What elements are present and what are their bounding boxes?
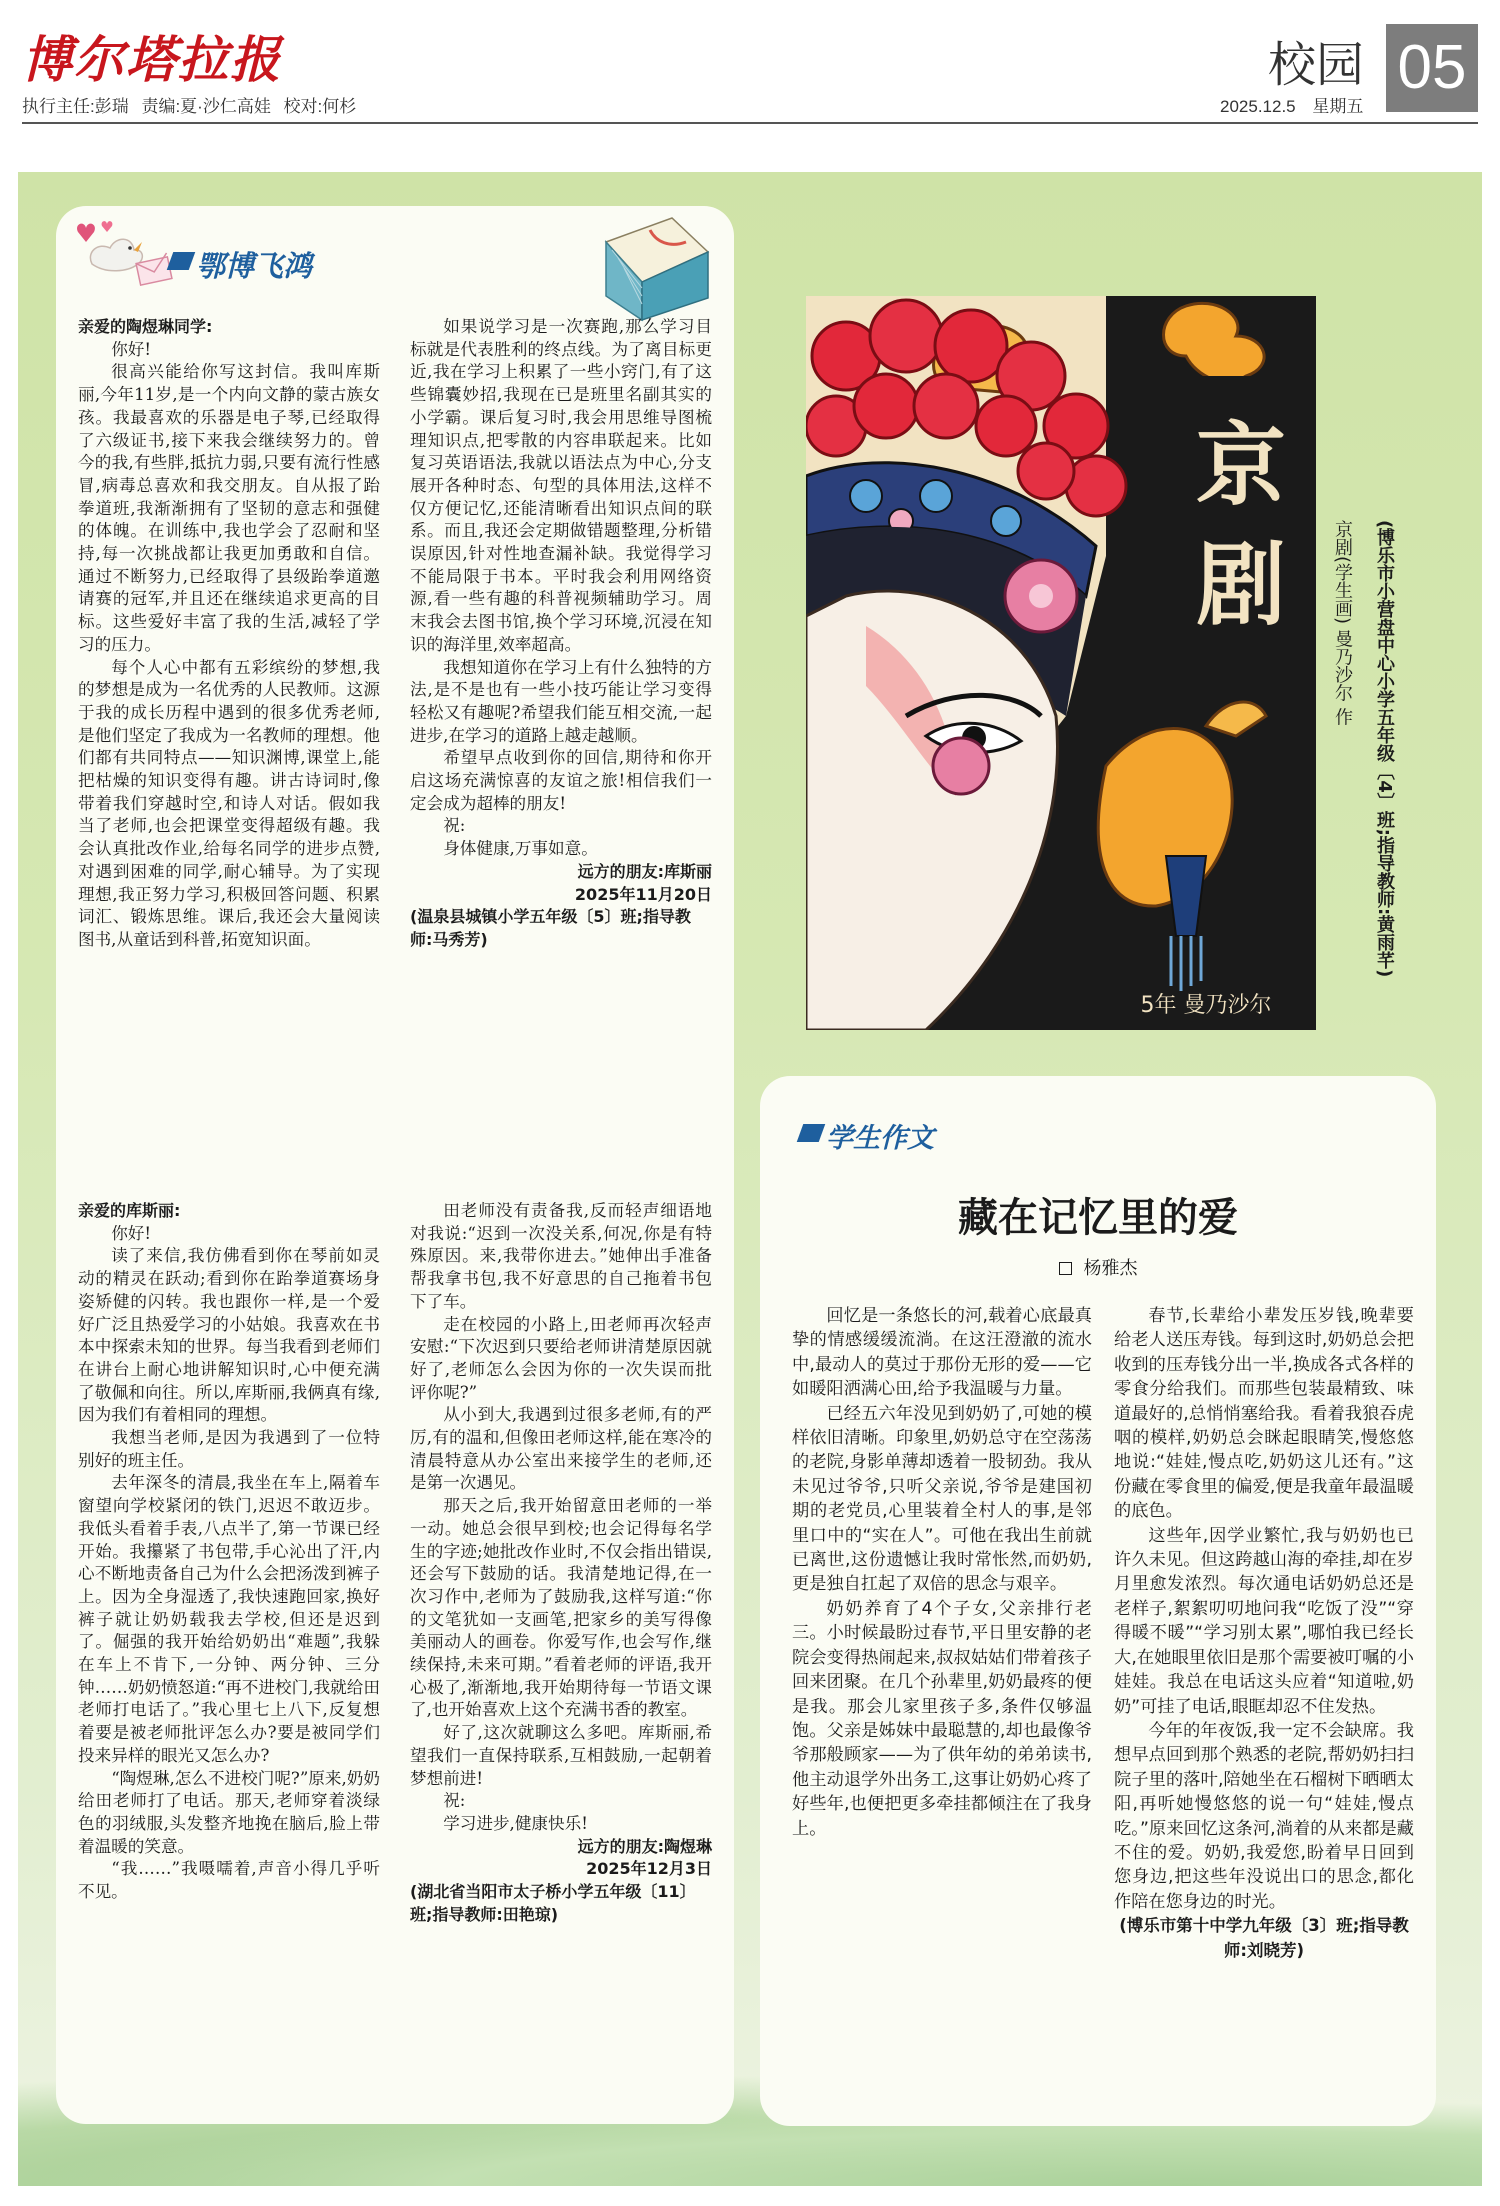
painting-signature: 5年 曼乃沙尔 bbox=[1140, 993, 1272, 1018]
letter1-wish: 身体健康,万事如意。 bbox=[443, 839, 598, 859]
painting-school-caption: (博乐市小营盘中心小学五年级〔4〕班;指导教师:黄雨芊) bbox=[1374, 520, 1395, 978]
letter2-signature: 远方的朋友:陶煜琳 bbox=[577, 1836, 712, 1856]
essay-paragraph: 今年的年夜饭,我一定不会缺席。我想早点回到那个熟悉的老院,帮奶奶扫扫院子里的落叶,陪她坐在石榴树下晒晒太阳,再听她慢悠悠的说一句“娃娃,慢点吃。”原来回忆这条河,淌着的从来都是藏不住的爱。奶奶,我爱您,盼着早日回到您身边,把这些年没说出口的思念,都化作陪在您身边的时光。 bbox=[1114, 1720, 1414, 1912]
essay-column-title: 学生作文 bbox=[826, 1123, 934, 1154]
letter1-paragraph: 每个人心中都有五彩缤纷的梦想,我的梦想是成为一名优秀的人民教师。这源于我的成长历程中遇到的很多优秀老师,是他们坚定了我成为一名教师的理想。他们都有共同特点——知识渊博,课堂上,能把枯燥的知识变得有趣。讲古诗词时,像带着我们穿越时空,和诗人对话。假如我当了老师,也会把课堂变得超级有趣。我会认真批改作业,给每名同学的进步点赞,对遇到困难的同学,耐心辅导。为了实现理想,我正努力学习,积极回答问题、积累词汇、锻炼思维。课后,我还会大量阅读图书,从童话到科普,拓宽知识面。 bbox=[78, 657, 380, 949]
letter1-paragraph: 祝: bbox=[443, 816, 466, 836]
page-number: 05 bbox=[1386, 24, 1478, 112]
letter2-school: (湖北省当阳市太子桥小学五年级〔11〕班;指导教师:田艳琼) bbox=[410, 1882, 696, 1924]
letter2-paragraph: “陶煜琳,怎么不进校门呢?”原来,奶奶给田老师打了电话。那天,老师穿着淡绿色的羽绒服,头发整齐地挽在脑后,脸上带着温暖的笑意。 bbox=[78, 1768, 380, 1856]
letter2-paragraph: “我……”我嗫嚅着,声音小得几乎听不见。 bbox=[78, 1859, 380, 1902]
essay-signoff: (博乐市第十中学九年级〔3〕班;指导教师:刘晓芳) bbox=[1119, 1916, 1409, 1960]
letter2-column-b bbox=[410, 1200, 712, 1927]
masthead-divider bbox=[22, 122, 1478, 124]
letter2-paragraph: 好了,这次就聊这么多吧。库斯丽,希望我们一直保持联系,互相鼓励,一起朝着梦想前进! bbox=[410, 1723, 712, 1788]
letter1-paragraph: 如果说学习是一次赛跑,那么学习目标就是代表胜利的终点线。为了离目标更近,我在学习上积累了一些小窍门,有了这些锦囊妙招,我现在已是班里名副其实的小学霸。课后复习时,我会用思维导图梳理知识点,把零散的内容串联起来。比如复习英语语法,我就以语法点为中心,分支展开各种时态、句型的具体用法,这样不仅方便记忆,还能清晰看出知识点间的联系。而且,我还会定期做错题整理,分析错误原因,针对性地查漏补缺。我觉得学习不能局限于书本。平时我会利用网络资源,看一些有趣的科普视频辅助学习。周末我会去图书馆,换个学习环境,沉浸在知识的海洋里,效率超高。 bbox=[410, 317, 712, 654]
letter2-column-a bbox=[78, 1200, 380, 1904]
painting-caption: 京剧(学生画) 曼乃沙尔 作 bbox=[1332, 520, 1353, 726]
essay-paragraph: 已经五六年没见到奶奶了,可她的模样依旧清晰。印象里,奶奶总守在空荡荡的老院,身影单薄却透着一股韧劲。我从未见过爷爷,只听父亲说,爷爷是建国初期的老党员,心里装着全村人的事,是邻里口中的“实在人”。可他在我出生前就已离世,这份遗憾让我时常怅然,而奶奶,更是独自扛起了双倍的思念与艰辛。 bbox=[792, 1403, 1092, 1595]
letter2-paragraph: 从小到大,我遇到过很多老师,有的严厉,有的温和,但像田老师这样,能在寒冷的清晨特意从办公室出来接学生的老师,还是第一次遇见。 bbox=[410, 1405, 712, 1493]
letter2-date: 2025年12月3日 bbox=[586, 1859, 712, 1879]
letter2-paragraph: 去年深冬的清晨,我坐在车上,隔着车窗望向学校紧闭的铁门,迟迟不敢迈步。我低头看着手表,八点半了,第一节课已经开始。我攥紧了书包带,手心沁出了汗,内心不断地责备自己为什么会把汤泼到裤子上。因为全身湿透了,我快速跑回家,换好裤子就让奶奶载我去学校,但还是迟到了。倔强的我开始给奶奶出“难题”,我躲在车上不肯下,一分钟、两分钟、三分钟……奶奶愤怒道:“再不进校门,我就给田老师打电话了。”我心里七上八下,反复想着要是被老师批评怎么办?要是被同学们投来异样的眼光又怎么办? bbox=[78, 1473, 380, 1765]
dove-envelope-icon bbox=[72, 212, 182, 292]
letter2-paragraph: 那天之后,我开始留意田老师的一举一动。她总会很早到校;也会记得每名学生的字迹;她批改作业时,不仅会指出错误,还会写下鼓励的话。我清楚地记得,在一次习作中,老师为了鼓励我,这样写道:“你的文笔犹如一支画笔,把家乡的美写得像美丽动人的画卷。你爱写作,也会写作,继续保持,未来可期。”看着老师的评语,我开心极了,渐渐地,我开始期待每一节语文课了,也开始喜欢上这个充满书香的教室。 bbox=[410, 1496, 712, 1720]
letter1-paragraph: 我想知道你在学习上有什么独特的方法,是不是也有一些小技巧能让学习变得轻松又有趣呢?希望我们能互相交流,一起进步,在学习的道路上越走越顺。 bbox=[410, 657, 712, 745]
letter2-salutation: 亲爱的库斯丽: bbox=[78, 1201, 181, 1220]
letter1-school: (温泉县城镇小学五年级〔5〕班;指导教师:马秀芳) bbox=[410, 907, 691, 949]
letter1-signature: 远方的朋友:库斯丽 bbox=[577, 861, 712, 881]
letter2-paragraph: 读了来信,我仿佛看到你在琴前如灵动的精灵在跃动;看到你在跆拳道赛场身姿矫健的闪转。我也跟你一样,是一个爱好广泛且热爱学习的小姑娘。我喜欢在书本中探索未知的世界。每当我看到老师们在讲台上耐心地讲解知识时,心中便充满了敬佩和向往。所以,库斯丽,我俩真有缘,因为我们有着相同的理想。 bbox=[78, 1246, 380, 1425]
letter2-paragraph: 祝: bbox=[443, 1791, 466, 1811]
essay-author-name: 杨雅杰 bbox=[1083, 1258, 1138, 1279]
letter1-date: 2025年11月20日 bbox=[574, 884, 712, 904]
newspaper-logo: 博尔塔拉报 bbox=[22, 30, 282, 89]
column-title: 鄂博飞鸿 bbox=[196, 249, 313, 283]
letter2-paragraph: 走在校园的小路上,田老师再次轻声安慰:“下次迟到只要给老师讲清楚原因就好了,老师怎么会因为你的一次失误而批评你呢?” bbox=[410, 1314, 712, 1402]
open-book-icon bbox=[590, 212, 720, 322]
essay-column-a bbox=[792, 1304, 1092, 1841]
letter2-paragraph: 田老师没有责备我,反而轻声细语地对我说:“迟到一次没关系,何况,你是有特殊原因。来,我带你进去。”她伸出手准备帮我拿书包,我不好意思的自己拖着书包下了车。 bbox=[410, 1201, 712, 1311]
essay-column-b bbox=[1114, 1304, 1414, 1963]
letter1-paragraph: 很高兴能给你写这封信。我叫库斯丽,今年11岁,是一个内向文静的蒙古族女孩。我最喜欢的乐器是电子琴,已经取得了六级证书,接下来我会继续努力的。曾今的我,有些胖,抵抗力弱,只要有流行性感冒,病毒总喜欢和我交朋友。自从报了跆拳道班,我渐渐拥有了坚韧的意志和强健的体魄。在训练中,我也学会了忍耐和坚持,每一次挑战都让我更加勇敢和自信。通过不断努力,已经取得了县级跆拳道邀请赛的冠军,并且还在继续追求更高的目标。这些爱好丰富了我的生活,减轻了学习的压力。 bbox=[78, 362, 380, 654]
letter1-paragraph: 希望早点收到你的回信,期待和你开启这场充满惊喜的友谊之旅!相信我们一定会成为超棒的朋友! bbox=[410, 748, 712, 813]
section-name: 校园 bbox=[1268, 37, 1365, 93]
editor-credits: 执行主任:彭瑞 责编:夏·沙仁高娃 校对:何杉 bbox=[22, 97, 357, 116]
masthead bbox=[0, 0, 1500, 130]
letter2-wish: 学习进步,健康快乐! bbox=[443, 1813, 588, 1833]
issue-date: 2025.12.5 星期五 bbox=[1220, 97, 1364, 116]
author-box-icon bbox=[1059, 1262, 1072, 1275]
letter2-paragraph: 我想当老师,是因为我遇到了一位特别好的班主任。 bbox=[78, 1428, 380, 1470]
letter1-paragraph: 你好! bbox=[111, 339, 152, 359]
essay-paragraph: 春节,长辈给小辈发压岁钱,晚辈要给老人送压寿钱。每到这时,奶奶总会把收到的压寿钱分出一半,换成各式各样的零食分给我们。而那些包装最精致、味道最好的,总悄悄塞给我。看着我狼吞虎咽的模样,奶奶总会眯起眼睛笑,慢悠悠地说:“娃娃,慢点吃,奶奶这儿还有。”这份藏在零食里的偏爱,便是我童年最温暖的底色。 bbox=[1114, 1306, 1414, 1522]
essay-paragraph: 回忆是一条悠长的河,载着心底最真挚的情感缓缓流淌。在这汪澄澈的流水中,最动人的莫过于那份无形的爱——它如暖阳洒满心田,给予我温暖与力量。 bbox=[792, 1306, 1092, 1400]
letter1-column-b bbox=[410, 316, 712, 952]
essay-author bbox=[760, 1254, 1436, 1280]
painting-title-char: 京 bbox=[1196, 412, 1286, 518]
letter2-paragraph: 你好! bbox=[111, 1223, 152, 1243]
peking-opera-painting bbox=[806, 296, 1316, 1030]
letter1-salutation: 亲爱的陶煜琳同学: bbox=[78, 317, 213, 336]
essay-paragraph: 奶奶养育了4个子女,父亲排行老三。小时候最盼过春节,平日里安静的老院会变得热闹起来,叔叔姑姑们带着孩子回来团聚。在几个孙辈里,奶奶最疼的便是我。那会儿家里孩子多,条件仅够温饱。父亲是姊妹中最聪慧的,却也最像爷爷那般顾家——为了供年幼的弟弟读书,他主动退学外出务工,这事让奶奶心疼了好些年,也便把更多牵挂都倾注在了我身上。 bbox=[792, 1598, 1092, 1839]
essay-paragraph: 这些年,因学业繁忙,我与奶奶也已许久未见。但这跨越山海的牵挂,却在岁月里愈发浓烈。每次通电话奶奶总还是老样子,絮絮叨叨地问我“吃饭了没”“穿得暖不暖”“学习别太累”,哪怕我已经长大,在她眼里依旧是那个需要被叮嘱的小娃娃。我总在电话这头应着“知道啦,奶奶”可挂了电话,眼眶却忍不住发热。 bbox=[1114, 1525, 1414, 1717]
essay-title: 藏在记忆里的爱 bbox=[958, 1194, 1238, 1241]
painting-title-char: 剧 bbox=[1196, 532, 1286, 638]
letter1-column-a bbox=[78, 316, 380, 952]
